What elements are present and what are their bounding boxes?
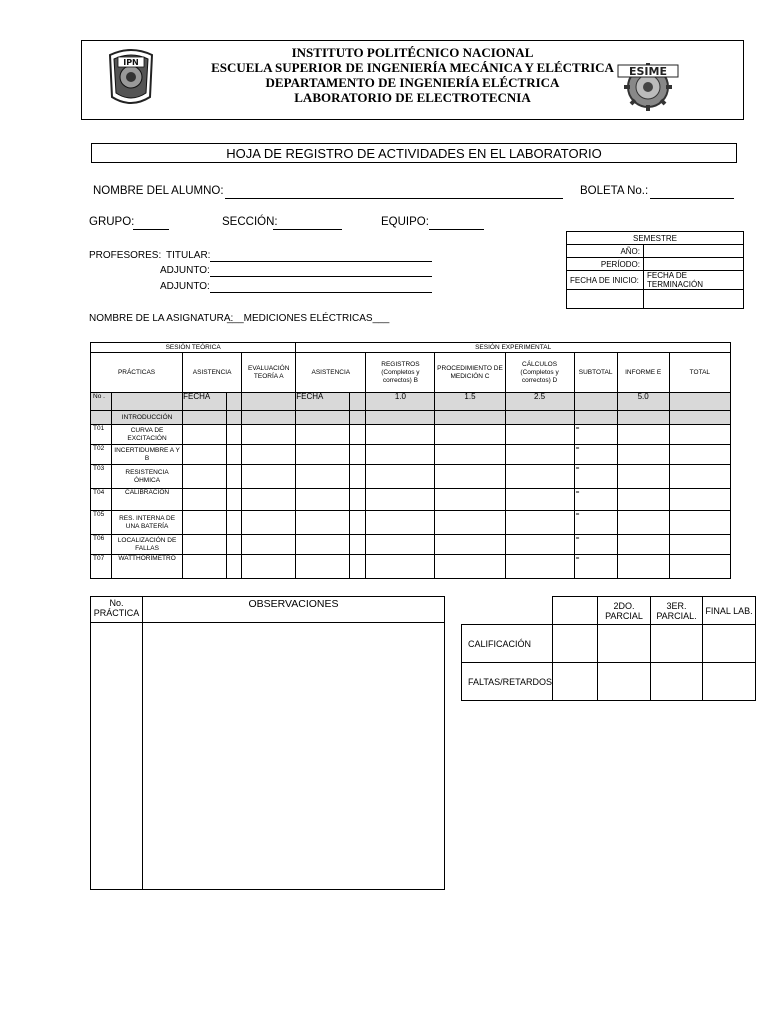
fecha-teorica: FECHA <box>183 393 227 411</box>
titular-label: TITULAR: <box>166 250 211 261</box>
faltas-cell[interactable] <box>651 663 703 701</box>
semester-header: SEMESTRE <box>567 232 744 245</box>
weight-d: 2.5 <box>505 393 574 411</box>
weight-c: 1.5 <box>435 393 505 411</box>
subtotal-header: SUBTOTAL <box>574 353 617 393</box>
ipn-logo <box>106 45 156 109</box>
row-name: CALIBRACIÓN <box>112 489 183 511</box>
adjunto2-label: ADJUNTO: <box>160 281 210 292</box>
row-no: T07 <box>91 555 112 579</box>
grade-cell[interactable] <box>553 625 598 663</box>
esime-logo <box>616 55 680 111</box>
terminacion-label: FECHA DE TERMINACIÓN <box>644 271 744 290</box>
row-name: CURVA DE EXCITACIÓN <box>112 425 183 445</box>
subtotal-cell: = <box>574 445 617 465</box>
sesion-experimental-header: SESIÓN EXPERIMENTAL <box>296 343 731 353</box>
asignatura-value: ___MEDICIONES ELÉCTRICAS___ <box>227 313 390 324</box>
row-no: T03 <box>91 465 112 489</box>
subtotal-cell: = <box>574 425 617 445</box>
table-row <box>91 489 731 511</box>
faltas-cell[interactable] <box>553 663 598 701</box>
faltas-label: FALTAS/RETARDOS <box>462 663 553 701</box>
row-name: INCERTIDUMBRE A Y B <box>112 445 183 465</box>
weight-e: 5.0 <box>617 393 669 411</box>
adjunto2-field[interactable] <box>210 279 432 293</box>
student-name-field[interactable] <box>225 183 563 199</box>
grades-table <box>461 596 756 701</box>
parcial3-header: 3ER. PARCIAL. <box>651 597 703 625</box>
semester-table <box>566 231 744 309</box>
profesores-label: PROFESORES: <box>89 250 162 261</box>
student-name-label: NOMBRE DEL ALUMNO: <box>93 185 224 197</box>
subtotal-cell: = <box>574 489 617 511</box>
intro-row: INTRODUCCIÓN <box>112 411 183 425</box>
terminacion-field[interactable] <box>644 290 744 309</box>
inicio-field[interactable] <box>567 290 644 309</box>
table-row <box>91 445 731 465</box>
form-title: HOJA DE REGISTRO DE ACTIVIDADES EN EL LABORATORIO <box>91 143 737 163</box>
row-no: T06 <box>91 535 112 555</box>
observations-area[interactable] <box>143 623 445 890</box>
boleta-field[interactable] <box>650 183 734 199</box>
row-name: LOCALIZACIÓN DE FALLAS <box>112 535 183 555</box>
parcial2-header: 2DO. PARCIAL <box>598 597 651 625</box>
anio-field[interactable] <box>644 245 744 258</box>
informe-header: INFORME E <box>617 353 669 393</box>
sesion-teorica-header: SESIÓN TEÓRICA <box>91 343 296 353</box>
grupo-field[interactable] <box>133 214 169 230</box>
inicio-label: FECHA DE INICIO: <box>567 271 644 290</box>
equipo-label: EQUIPO: <box>381 216 429 228</box>
faltas-cell[interactable] <box>703 663 756 701</box>
asistencia-teorica-header: ASISTENCIA <box>183 353 242 393</box>
table-row <box>91 555 731 579</box>
adjunto1-label: ADJUNTO: <box>160 265 210 276</box>
fecha-exp: FECHA <box>296 393 350 411</box>
row-no: T01 <box>91 425 112 445</box>
boleta-label: BOLETA No.: <box>580 185 649 197</box>
faltas-cell[interactable] <box>598 663 651 701</box>
weight-b: 1.0 <box>366 393 435 411</box>
seccion-field[interactable] <box>273 214 342 230</box>
equipo-field[interactable] <box>429 214 484 230</box>
subtotal-cell: = <box>574 535 617 555</box>
procedimiento-header: PROCEDIMIENTO DE MEDICIÓN C <box>435 353 505 393</box>
asignatura-label: NOMBRE DE LA ASIGNATURA: <box>89 313 234 324</box>
row-name: WATTHORÍMETRO <box>112 555 183 579</box>
periodo-field[interactable] <box>644 258 744 271</box>
subtotal-cell: = <box>574 465 617 489</box>
row-no: T05 <box>91 511 112 535</box>
header-line-1: INSTITUTO POLITÉCNICO NACIONAL <box>291 45 534 60</box>
subtotal-cell: = <box>574 555 617 579</box>
header-line-3: DEPARTAMENTO DE INGENIERÍA ELÉCTRICA <box>265 75 560 90</box>
svg-text:IPN: IPN <box>123 58 139 67</box>
grupo-label: GRUPO: <box>89 216 135 228</box>
row-no: T02 <box>91 445 112 465</box>
svg-text:ESIME: ESIME <box>629 65 667 78</box>
total-header: TOTAL <box>669 353 730 393</box>
header-line-2: ESCUELA SUPERIOR DE INGENIERÍA MECÁNICA Y ELÉCTRICA <box>211 60 614 75</box>
practice-numbers-area[interactable] <box>91 623 143 890</box>
row-name: RESISTENCIA ÓHMICA <box>112 465 183 489</box>
calculos-header: CÁLCULOS (Completos y correctos) D <box>505 353 574 393</box>
no-practica-header: No. PRÁCTICA <box>91 597 143 623</box>
asistencia-exp-header: ASISTENCIA <box>296 353 366 393</box>
practicas-header: PRÁCTICAS <box>91 353 183 393</box>
table-row <box>91 425 731 445</box>
calificacion-label: CALIFICACIÓN <box>462 625 553 663</box>
no-header: No . <box>91 393 112 411</box>
evaluacion-header: EVALUACIÓN TEORÍA A <box>242 353 296 393</box>
grade-cell[interactable] <box>703 625 756 663</box>
titular-field[interactable] <box>210 248 432 262</box>
row-name: RES. INTERNA DE UNA BATERÍA <box>112 511 183 535</box>
periodo-label: PERÍODO: <box>567 258 644 271</box>
table-row <box>91 535 731 555</box>
table-row <box>91 465 731 489</box>
row-no: T04 <box>91 489 112 511</box>
observaciones-header: OBSERVACIONES <box>143 597 445 623</box>
final-lab-header: FINAL LAB. <box>703 597 756 625</box>
anio-label: AÑO: <box>567 245 644 258</box>
table-row <box>91 511 731 535</box>
adjunto1-field[interactable] <box>210 263 432 277</box>
observations-table <box>90 596 445 890</box>
registros-header: REGISTROS (Completos y correctos) B <box>366 353 435 393</box>
header-line-4: LABORATORIO DE ELECTROTECNIA <box>294 90 531 105</box>
grade-cell[interactable] <box>598 625 651 663</box>
grade-cell[interactable] <box>651 625 703 663</box>
subtotal-cell: = <box>574 511 617 535</box>
activities-table <box>90 342 731 579</box>
seccion-label: SECCIÓN: <box>222 216 278 228</box>
